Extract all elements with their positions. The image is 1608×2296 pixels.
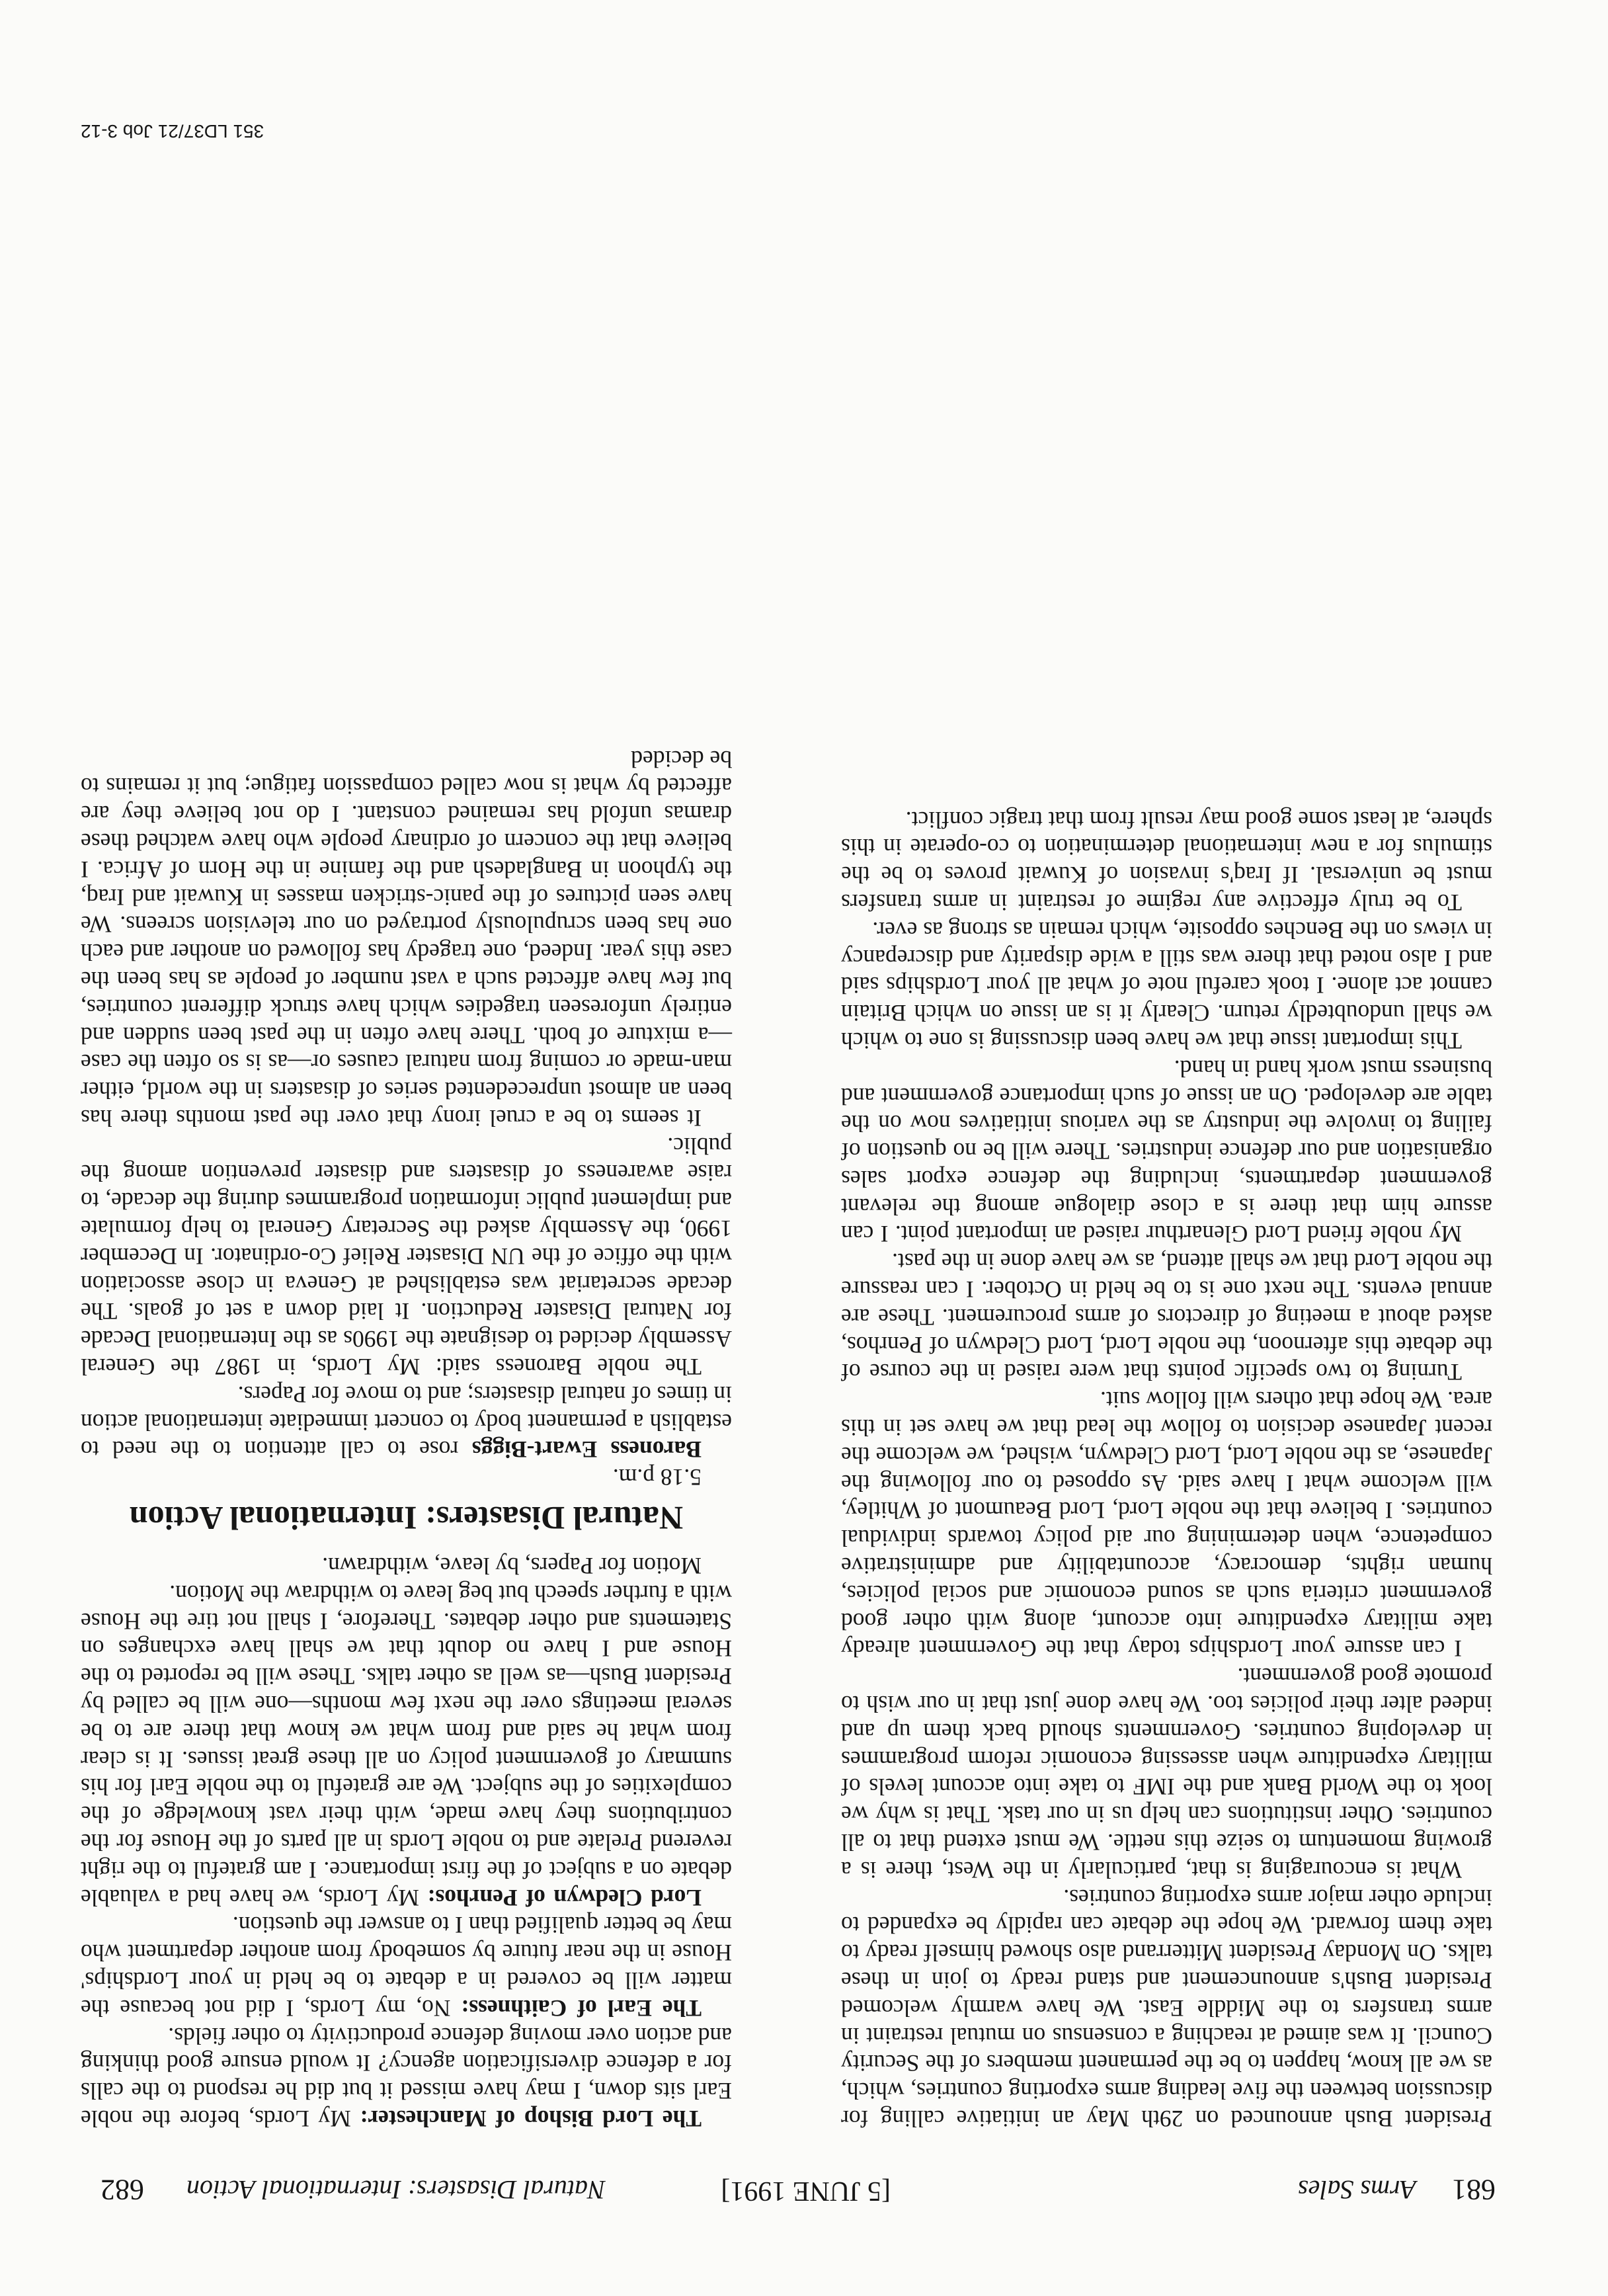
paragraph: This important issue that we have been discussing is one to which we shall undoubtedly return. Clearly it is an issue on which Britain cannot act alone. I took careful note of what all your Lordships said and I also noted that there was still a wide disparity and discrepancy in views on the Benches opposite, which remain as strong as ever.: [841, 917, 1492, 1054]
page-number-right: 682: [100, 2174, 144, 2206]
motion-withdrawn: Motion for Papers, by leave, withdrawn.: [322, 1553, 702, 1580]
paragraph: My noble friend Lord Glenarthur raised an important point. I can assure him that there is a close dialogue among the relevant government departments, including the defence export sales organisation and our defence industries. There will be no question of failing to involve the industry as the various initiatives now on the table are developed. On an issue of such importance government and business must work hand in hand.: [841, 1055, 1492, 1248]
time-stamp: 5.18 p.m.: [612, 1464, 702, 1491]
left-column: [841, 805, 1492, 2132]
paragraph: President Bush announced on 29th May an initiative calling for discussion between the five leading arms exporting countries, which, as we all know, happen to be the permanent members of the Security Council. It was aimed at reaching a consensus on mutual restraint in arms transfers to the Middle East. We have warmly welcomed President Bush's announcement and stand ready to join in these talks. On Monday President Mitterrand also showed himself ready to take them forward. We hope the debate can rapidly be expanded to include other major arms exporting countries.: [841, 1884, 1492, 2132]
paragraph: To be truly effective any regime of restraint in arms transfers must be universal. If Iraq's invasion of Kuwait proves to be the stimulus for a new international determination to co-operate in this sphere, at least some good may result from that tragic conflict.: [841, 806, 1492, 916]
paragraph: It seems to be a cruel irony that over the past months there has been an almost unprecedented series of disasters in the world, either man-made or coming from natural causes or—as is so often the case—a mixture of both. There have often in the past been sudden and entirely unforeseen tragedies which have struck different countries, but few have affected such a vast number of people as has been the case this year. Indeed, one tragedy has followed on another and each one has been scrupulously portrayed on our television screens. We have seen pictures of the panic-stricken masses in Kuwait and Iraq, the typhoon in Bangladesh and the famine in the Horn of Africa. I believe that the concern of ordinary people who have watched these dramas unfold has remained constant. I do not believe they are affected by what is now called compassion fatigue; but it remains to be decided: [81, 745, 732, 1131]
paragraph: I can assure your Lordships today that the Government already take military expenditure into account, along with other good government criteria such as sound economic and social policies, human rights, democracy, accountability and administrative competence, when determining our aid policy towards individual countries. I believe that the noble Lord, Lord Beaumont of Whitley, will welcome what I have said. As opposed to our following the Japanese, as the noble Lord, Lord Cledwyn, wished, we welcome the recent Japanese decision to follow the lead that we have set in this area. We hope that others will follow suit.: [841, 1387, 1492, 1662]
right-column: [81, 745, 732, 2132]
speaker-name: Baroness Ewart-Biggs: [471, 1436, 702, 1463]
paragraph: Turning to two specific points that were raised in the course of the debate this afternoon, the noble Lord, Lord Cledwyn of Penrhos, asked about a meeting of directors of arms procurement. These are annual events. The next one is to be held in October. I can reassure the noble Lord that we shall attend, as we have done in the past.: [841, 1249, 1492, 1386]
speech-text: My Lords, we have had a valuable debate on a subject of the first importance. I am grateful to the right reverend Prelate and to noble Lords in all parts of the House for the contributions they have made, with their vast knowledge of the complexities of the subject. We are grateful to the noble Earl for his summary of government policy on all these great issues. It is clear from what he said and from what we know that there are to be several meetings over the next few months—one will be called by President Bush—as well as other talks. These will be reported to the House and I have no doubt that we shall have exchanges on Statements and other debates. Therefore, I shall not tire the House with a further speech but beg leave to withdraw the Motion.: [81, 1580, 732, 1911]
speaker-name: The Earl of Caithness:: [461, 1994, 702, 2022]
speech-text: rose to call attention to the need to establish a permanent body to concert immediate international action in times of natural disasters; and to move for Papers.: [80, 1381, 732, 1463]
running-title-left: Arms Sales: [1298, 2175, 1416, 2205]
speech-caithness: [81, 1911, 732, 2022]
speech-ewart-biggs: [81, 1380, 732, 1463]
speech-text: No, my Lords, I did not because the matter will be covered in a debate to be held in your Lordships' House in the near future by somebody from another department who may be better qualified than I to answer the question.: [81, 1912, 732, 2022]
paragraph: What is encouraging is that, particularly in the West, there is a growing momentum to seize this nettle. We must extend that to all countries. Other institutions can help us in our task. That is why we look to the World Bank and the IMF to take into account levels of military expenditure when assessing economic reform programmes in developing countries. Governments should back them up and indeed alter their policies too. We have done just that in our wish to promote good government.: [841, 1663, 1492, 1883]
speaker-name: Lord Cledwyn of Penrhos:: [427, 1884, 702, 1911]
print-job-footer: 351 LD37/21 Job 3-12: [81, 121, 264, 142]
speech-bishop: [81, 2022, 732, 2132]
section-heading: Natural Disasters: International Action: [129, 1500, 684, 1538]
paragraph: The noble Baroness said: My Lords, in 1987 the General Assembly decided to designate the 1990s as the International Decade for Natural Disaster Reduction. It laid down a set of goals. The decade secretariat was established at Geneva in close association with the office of the UN Disaster Relief Co-ordinator. In December 1990, the Assembly asked the Secretary General to help formulate and implement public information programmes during the decade, to raise awareness of disasters and disaster prevention among the public.: [81, 1132, 732, 1381]
speaker-name: The Lord Bishop of Manchester:: [360, 2106, 702, 2132]
speech-cledwyn: [81, 1579, 732, 1911]
speech-text: My Lords, before the noble Earl sits down, I may have missed it but did he respond to the calls for a defence diversification agency? It would ensure good thinking and action over moving defence productivity to other fields.: [80, 2022, 732, 2132]
running-title-right: Natural Disasters: International Action: [186, 2175, 606, 2205]
sitting-date: [5 JUNE 1991]: [721, 2176, 891, 2206]
page-number-left: 681: [1452, 2174, 1496, 2206]
page-header: [100, 2160, 1496, 2207]
